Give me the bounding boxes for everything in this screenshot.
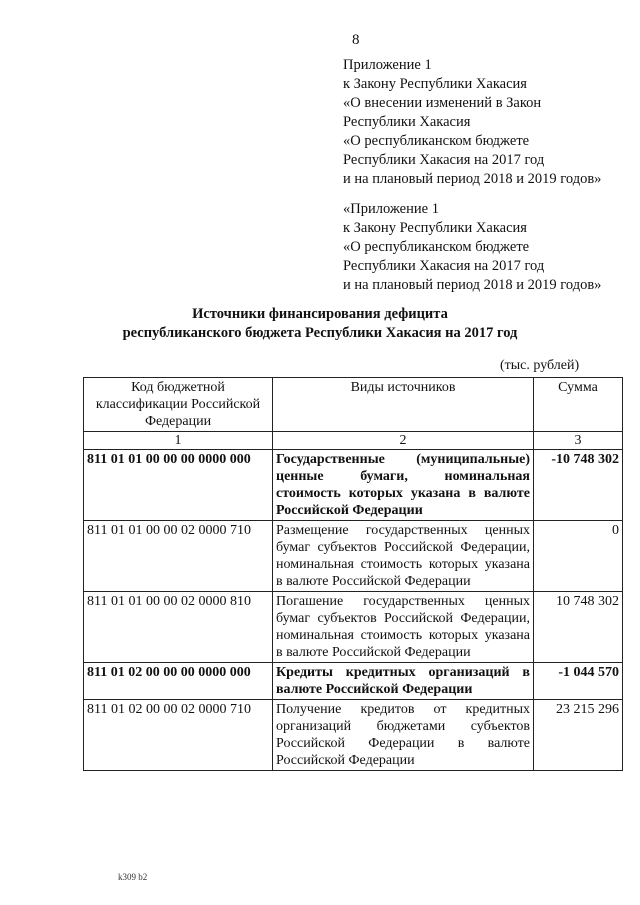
row-amount: -1 044 570: [534, 663, 623, 700]
appendix-current-line: к Закону Республики Хакасия: [343, 76, 527, 92]
column-number: 1: [84, 432, 273, 450]
table-row: [84, 700, 623, 771]
row-code: 811 01 01 00 00 02 0000 710: [84, 521, 273, 592]
appendix-current-line: Республики Хакасия: [343, 114, 471, 130]
row-name: Получение кредитов от кредитных организаций бюджетами субъектов Российской Федерации в валюте Российской Федерации: [273, 700, 534, 771]
table-row: [84, 521, 623, 592]
row-code: 811 01 01 00 00 00 0000 000: [84, 450, 273, 521]
appendix-original-line: и на плановый период 2018 и 2019 годов»: [343, 277, 602, 293]
appendix-original: [343, 200, 601, 295]
appendix-current-line: Республики Хакасия на 2017 год: [343, 152, 545, 168]
footer-code: k309 b2: [118, 872, 148, 882]
appendix-original-line: Республики Хакасия на 2017 год: [343, 258, 545, 274]
row-amount: 0: [534, 521, 623, 592]
row-amount: 23 215 296: [534, 700, 623, 771]
row-name: Кредиты кредитных организаций в валюте Российской Федерации: [273, 663, 534, 700]
row-amount: 10 748 302: [534, 592, 623, 663]
table-row: [84, 592, 623, 663]
table-row: [84, 663, 623, 700]
page-number: 8: [352, 32, 360, 48]
row-code: 811 01 02 00 00 00 0000 000: [84, 663, 273, 700]
row-name: Государственные (муниципальные) ценные бумаги, номинальная стоимость которых указана в валюте Российской Федерации: [273, 450, 534, 521]
row-name: Размещение государственных ценных бумаг субъектов Российской Федерации, номинальная стоимость которых указана в валюте Российской Федерации: [273, 521, 534, 592]
header-sources: Виды источников: [273, 378, 534, 432]
appendix-original-line: «Приложение 1: [343, 201, 439, 217]
title-line: Источники финансирования дефицита: [192, 306, 448, 322]
column-number: 2: [273, 432, 534, 450]
header-amount: Сумма: [534, 378, 623, 432]
appendix-current-line: «О республиканском бюджете: [343, 133, 530, 149]
document-title: [0, 305, 640, 343]
column-number-row: [84, 432, 623, 450]
financing-sources-table: [83, 377, 623, 771]
appendix-current-line: Приложение 1: [343, 57, 432, 73]
row-name: Погашение государственных ценных бумаг субъектов Российской Федерации, номинальная стоимость которых указана в валюте Российской Федерации: [273, 592, 534, 663]
unit-label: (тыс. рублей): [500, 358, 580, 373]
row-code: 811 01 02 00 00 02 0000 710: [84, 700, 273, 771]
appendix-original-line: «О республиканском бюджете: [343, 239, 530, 255]
table-header-row: [84, 378, 623, 432]
table-row: [84, 450, 623, 521]
appendix-current: [343, 56, 601, 189]
row-code: 811 01 01 00 00 02 0000 810: [84, 592, 273, 663]
row-amount: -10 748 302: [534, 450, 623, 521]
title-line: республиканского бюджета Республики Хакасия на 2017 год: [122, 325, 518, 341]
header-code: Код бюджетной классификации Российской Федерации: [84, 378, 273, 432]
appendix-original-line: к Закону Республики Хакасия: [343, 220, 527, 236]
appendix-current-line: «О внесении изменений в Закон: [343, 95, 542, 111]
appendix-current-line: и на плановый период 2018 и 2019 годов»: [343, 171, 602, 187]
column-number: 3: [534, 432, 623, 450]
